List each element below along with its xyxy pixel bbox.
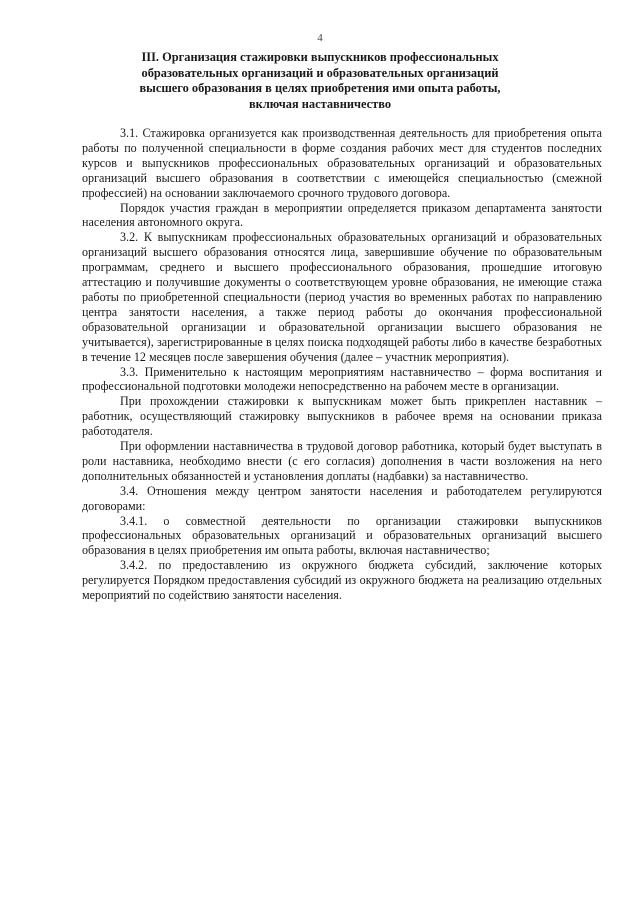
paragraph-mentor-contract: При оформлении наставничества в трудовой договор работника, который будет выступать в роли наставника, необходимо внести (с его согласия) дополнения в части возложения на него дополнительных обязанностей и установления доплаты (надбавки) за наставничество. [82,439,602,483]
document-body [82,126,602,603]
paragraph-mentor-assignment: При прохождении стажировки к выпускникам может быть прикреплен наставник – работник, осуществляющий стажировку выпускников в рабочее время на основании приказа работодателя. [82,394,602,439]
paragraph-3-2: 3.2. К выпускникам профессиональных образовательных организаций и образовательных организаций высшего образования относятся лица, завершившие обучение по образовательным программам, среднего и высшего профессионального образования, прошедшие итоговую аттестацию и получившие документы о соответствующем уровне образования, не имеющие стажа работы по приобретенной специальности (период участия во временных работах по направлению центра занятости населения, а также период работы до окончания профессиональной образовательной организации и образовательной организации высшего образования не учитывается), зарегистрированные в целях поиска подходящей работы либо в качестве безработных в течение 12 месяцев после завершения обучения (далее – участник мероприятия). [82,230,602,364]
paragraph-3-4-2: 3.4.2. по предоставлению из окружного бюджета субсидий, заключение которых регулируется Порядком предоставления субсидий из окружного бюджета на реализацию отдельных мероприятий по содействию занятости населения. [82,558,602,603]
page-number: 4 [317,32,323,44]
section-title: III. Организация стажировки выпускников профессиональных образовательных организаций и образовательных организаций высшего образования в целях приобретения ими опыта работы, включая наставничество [139,50,501,111]
paragraph-3-4: 3.4. Отношения между центром занятости населения и работодателем регулируются договорами: [82,483,602,513]
paragraph-3-4-1: 3.4.1. о совместной деятельности по организации стажировки выпускников профессиональных образовательных организаций и образовательных организаций высшего образования в целях приобретения им опыта работы, включая наставничество; [82,513,602,558]
paragraph-3-3: 3.3. Применительно к настоящим мероприятиям наставничество – форма воспитания и профессиональной подготовки молодежи непосредственно на рабочем месте в организации. [82,364,602,394]
paragraph-participation-order: Порядок участия граждан в мероприятии определяется приказом департамента занятости населения автономного округа. [82,200,602,230]
paragraph-3-1: 3.1. Стажировка организуется как производственная деятельность для приобретения опыта работы по полученной специальности в форме создания рабочих мест для студентов последних курсов и выпускников профессиональных образовательных организаций и образовательных организаций высшего образования в соответствии с имеющейся специальностью (смежной профессией) на основании заключаемого срочного трудового договора. [82,126,602,200]
